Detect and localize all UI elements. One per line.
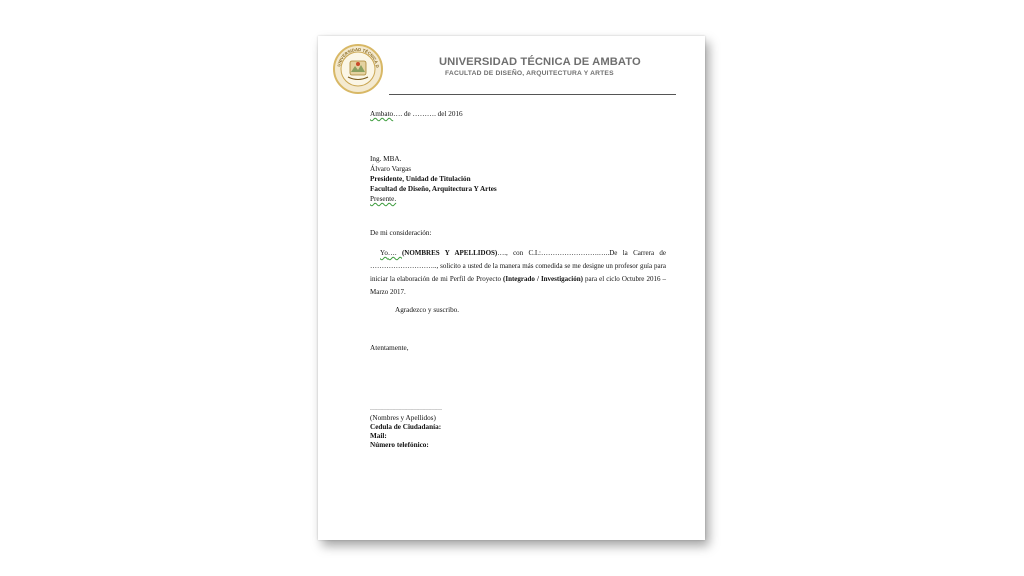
signature-id: Cedula de Ciudadanía: — [370, 423, 442, 431]
signature-line: ……………………………… — [370, 406, 442, 412]
closing-line: Atentamente, — [370, 344, 409, 352]
body-dots: …. — [387, 249, 402, 257]
body-project-type: (Integrado / Investigación) — [503, 275, 583, 283]
signature-mail: Mail: — [370, 432, 387, 440]
recipient-name: Álvaro Vargas — [370, 165, 412, 173]
thanks-line: Agradezco y suscribo. — [395, 306, 460, 314]
document-page — [318, 36, 705, 540]
letter-body-paragraph — [370, 247, 666, 299]
university-seal-logo — [333, 44, 383, 94]
date-rest: …. de ………. del 2016 — [393, 110, 463, 118]
body-part1: …., con C.I.:…………………….…..De la Carrera de ……………………….., solicito a usted de la manera más comedida se me designe un profesor guía para iniciar la elaboración de mi Perfil de Proyecto — [370, 249, 666, 283]
faculty-name: FACULTAD DE DISEÑO, ARQUITECTURA Y ARTES — [445, 70, 614, 77]
date-city: Ambato — [370, 110, 394, 118]
body-yo: Yo — [380, 249, 388, 257]
university-name: UNIVERSIDAD TÉCNICA DE AMBATO — [439, 56, 641, 68]
body-names: (NOMBRES Y APELLIDOS) — [401, 249, 498, 257]
recipient-present: Presente. — [370, 195, 397, 203]
recipient-faculty: Facultad de Diseño, Arquitectura Y Artes — [370, 185, 497, 193]
salutation: De mi consideración: — [370, 229, 432, 237]
signature-phone: Número telefónico: — [370, 441, 429, 449]
signature-names: (Nombres y Apellidos) — [370, 414, 436, 422]
recipient-role: Presidente, Unidad de Titulación — [370, 175, 471, 183]
body-part2: para el ciclo Octubre 2016 – Marzo 2017. — [370, 275, 666, 296]
svg-text:UNIVERSIDAD TÉCNICA DE AMBATO: UNIVERSIDAD TÉCNICA D — [336, 46, 380, 69]
date-line — [370, 111, 463, 118]
recipient-title: Ing. MBA. — [370, 155, 402, 163]
header-rule — [389, 94, 676, 95]
